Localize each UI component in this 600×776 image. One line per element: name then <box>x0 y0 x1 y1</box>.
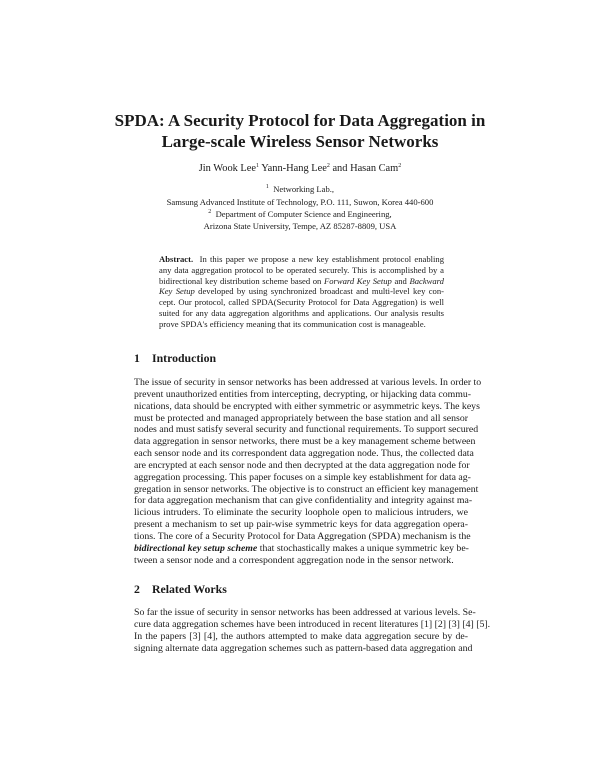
body-line: present a mechanism to set up pair-wise symmetric keys for data aggregation opera- <box>134 519 468 531</box>
body-line: data aggregation in sensor networks, there must be a key management scheme between <box>134 436 476 448</box>
abstract <box>159 254 444 330</box>
abstract-text: In this paper we propose a new key establishment protocol enabling <box>199 254 445 264</box>
abstract-line: suited for any data aggregation algorithms and applications. Our analysis results <box>159 307 444 318</box>
body-line: cure data aggregation schemes have been introduced in recent literatures [1] [2] [3] [4] [5]. <box>134 618 491 630</box>
body-line: The issue of security in sensor networks has been addressed at various levels. In order to <box>134 377 482 388</box>
body-line: must be protected and managed appropriately between the base station and all sensor <box>134 412 468 424</box>
abstract-line <box>159 254 444 265</box>
author-name: Yann-Hang Lee <box>261 163 327 174</box>
author-conjunction: and <box>332 163 348 174</box>
affiliation-1-address: Samsung Advanced Institute of Technology, P.O. 111, Suwon, Korea 440-600 <box>166 197 434 207</box>
affiliation-mark: 2 <box>326 163 330 169</box>
body-line: are encrypted at each sensor node and then decrypted at the data aggregation node for <box>134 459 470 471</box>
author-name: Jin Wook Lee <box>198 163 256 174</box>
body-line: tween a sensor node and a correspondent aggregation node in the sensor network. <box>134 554 454 566</box>
affiliation-mark: 2 <box>398 163 402 169</box>
body-line: So far the issue of security in sensor networks has been addressed at various levels. Se- <box>134 607 476 618</box>
affiliation-text: Department of Computer Science and Engineering, <box>215 209 392 219</box>
abstract-label: Abstract. <box>159 254 194 264</box>
body-line <box>134 543 468 555</box>
abstract-text: developed by using synchronized broadcast and multi-level key con- <box>198 286 445 297</box>
affiliation-1-name <box>0 184 600 195</box>
abstract-text: and <box>394 275 407 286</box>
section-title: Related Works <box>152 582 227 596</box>
body-line: nications, data should be encrypted with either symmetric or asymmetric keys. The keys <box>134 400 480 412</box>
affiliation-2-name <box>0 209 600 220</box>
abstract-text: bidirectional key distribution scheme based on <box>159 275 322 286</box>
body-line: nodes and must satisfy several security and functional requirements. To support secured <box>134 424 479 436</box>
abstract-line: prove SPDA's efficiency meaning that its communication cost is manageable. <box>159 318 426 329</box>
body-line: gregation in sensor networks. The objective is to construct an efficient key management <box>134 483 479 495</box>
section-heading-related-works <box>134 582 227 597</box>
affiliation-mark: 1 <box>256 163 259 169</box>
abstract-line <box>159 276 444 287</box>
body-line: In the papers [3] [4], the authors attempted to make data aggregation secure by de- <box>134 630 468 642</box>
body-line: for data aggregation mechanism that can give confidentiality and integrity against ma- <box>134 495 473 507</box>
abstract-emphasis: Key Setup <box>159 286 195 297</box>
affiliation-text: Networking Lab., <box>273 184 335 194</box>
body-text: that stochastically makes a unique symmetric key be- <box>259 542 469 554</box>
affiliation-2-address: Arizona State University, Tempe, AZ 85287-8809, USA <box>203 221 397 231</box>
abstract-emphasis: Backward <box>409 275 444 286</box>
author-name: Hasan Cam <box>350 163 399 174</box>
section-heading-introduction <box>134 351 216 366</box>
affiliation-mark: 1 <box>265 184 269 190</box>
section-number: 2 <box>134 582 140 596</box>
title-line-1: SPDA: A Security Protocol for Data Aggregation in <box>114 111 486 130</box>
abstract-emphasis: Forward Key Setup <box>323 275 392 286</box>
emphasized-term: bidirectional key setup scheme <box>134 542 258 554</box>
affiliation-mark: 2 <box>208 209 212 215</box>
body-line: signing alternate data aggregation schemes such as pattern-based data aggregation and <box>134 642 473 654</box>
body-line: prevent unauthorized entities from intercepting, decrypting, or hijacking data commu- <box>134 388 472 400</box>
section-title: Introduction <box>152 351 217 365</box>
body-line: tions. The core of a Security Protocol for Data Aggregation (SPDA) mechanism is the <box>134 530 471 542</box>
author-list <box>0 163 600 174</box>
body-line: each sensor node and its correspondent data aggregation node. Thus, the collected data <box>134 448 474 460</box>
abstract-line: any data aggregation protocol to be operated securely. This is accomplished by a <box>159 264 444 275</box>
section-number: 1 <box>134 351 140 365</box>
body-line: aggregation processing. This paper focuses on a simple key establishment for data ag- <box>134 471 471 483</box>
introduction-paragraph <box>134 377 482 567</box>
related-works-paragraph <box>134 607 491 654</box>
title-line-2: Large-scale Wireless Sensor Networks <box>161 132 439 151</box>
body-line: licious intruders. To eliminate the security loophole open to malicious intruders, we <box>134 507 468 519</box>
abstract-line <box>159 286 444 297</box>
abstract-line: cept. Our protocol, called SPDA(Security Protocol for Data Aggregation) is well <box>159 297 444 308</box>
